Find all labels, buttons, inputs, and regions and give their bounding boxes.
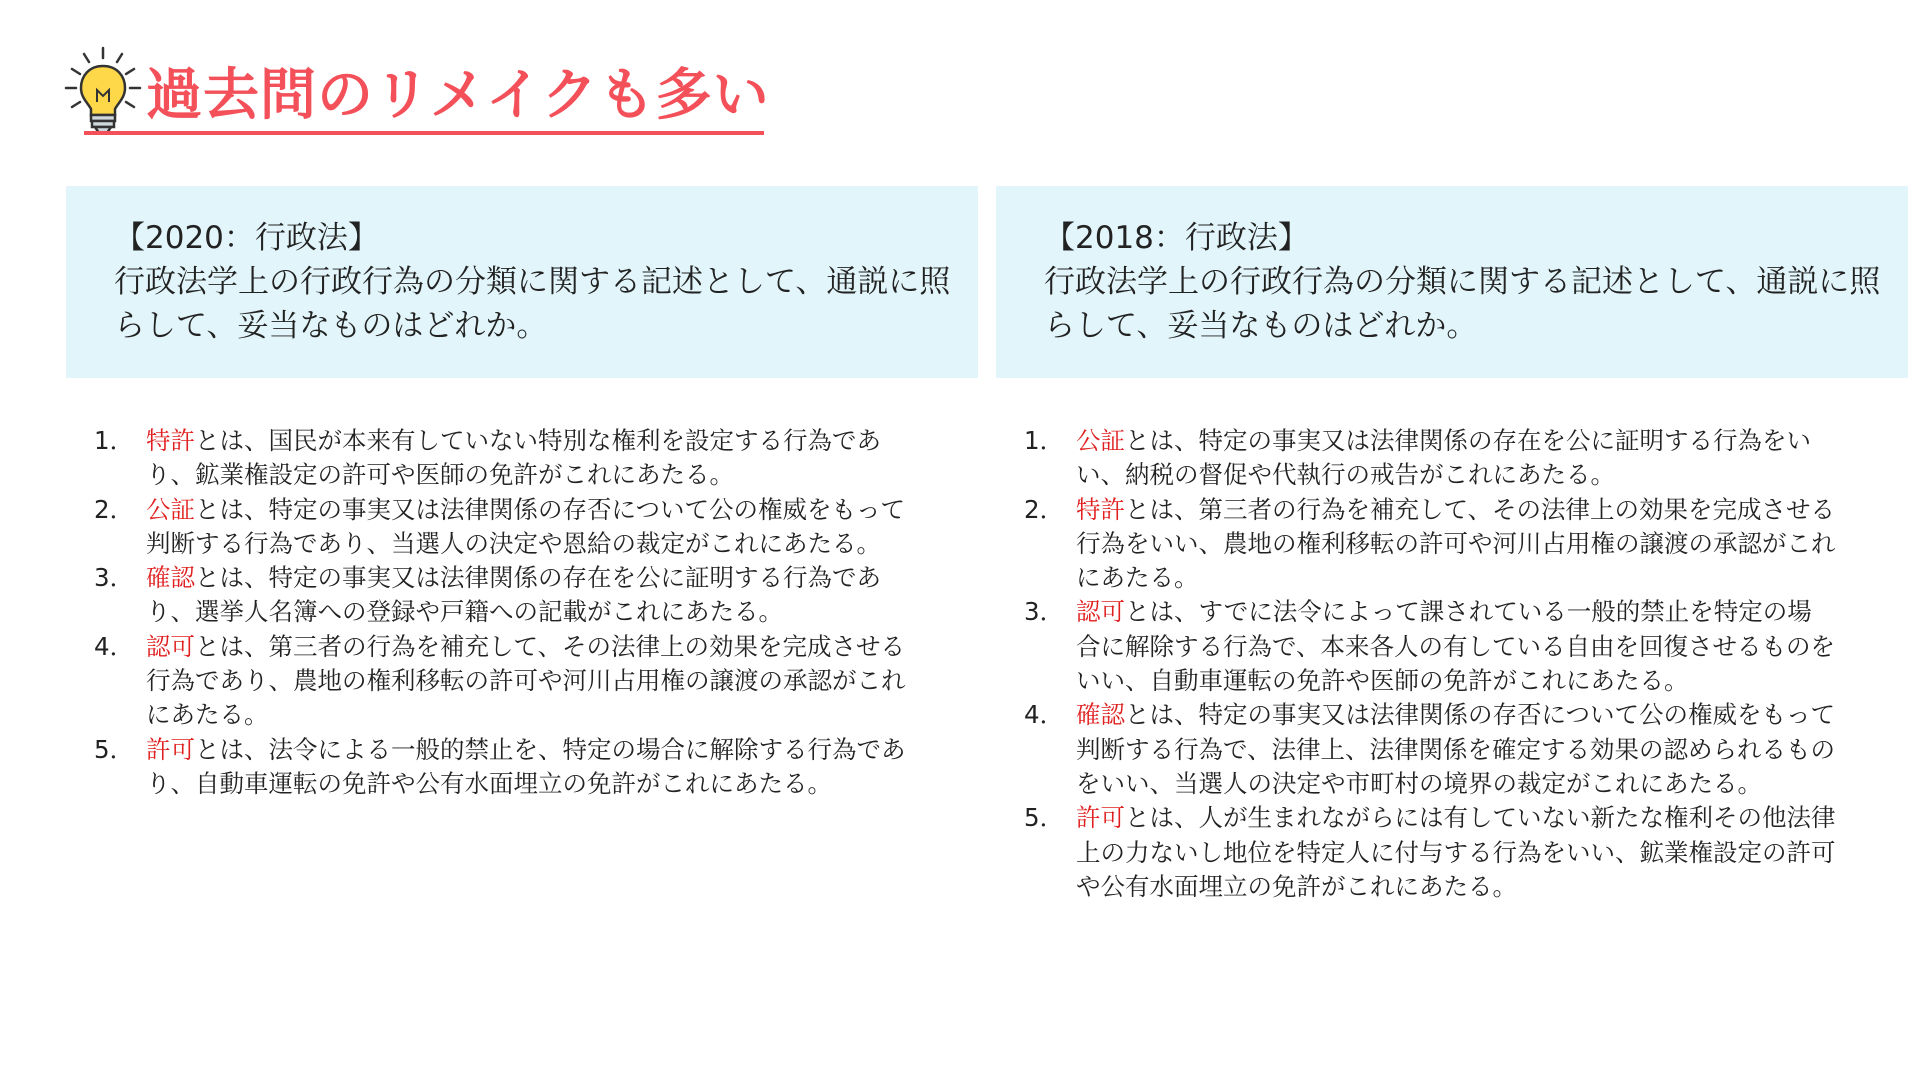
choice-text: とは、第三者の行為を補充して、その法律上の効果を完成させる行為をいい、農地の権利移転の許可や河川占用権の譲渡の承認がこれにあたる。 (1076, 494, 1836, 593)
right-question-text: 行政法学上の行政行為の分類に関する記述として、通説に照らして、妥当なものはどれか。 (1044, 264, 1881, 344)
choice-number: 1． (94, 426, 135, 455)
choice-text: とは、特定の事実又は法律関係の存否について公の権威をもって判断する行為で、法律上、法律関係を確定する効果の認められるものをいい、当選人の決定や市町村の境界の裁定がこれにあたる。 (1076, 700, 1836, 798)
choice-term: 確認 (1076, 700, 1125, 730)
choice-number: 3． (1024, 597, 1065, 627)
choice-text: とは、人が生まれながらには有していない新たな権利その他法律上の力ないし地位を特定人に付与する行為をいい、鉱業権設定の許可や公有水面埋立の免許がこれにあたる。 (1076, 803, 1836, 901)
choice-term: 公証 (1076, 426, 1125, 455)
choice-term: 特許 (1076, 494, 1125, 524)
choice-term: 確認 (146, 563, 195, 593)
left-choice-4 (66, 630, 906, 733)
title-text: 過去問のリメイクも多い (146, 63, 770, 128)
choice-number: 4． (1024, 700, 1065, 730)
choice-number: 2． (1024, 494, 1065, 524)
choice-text: とは、法令による一般的禁止を、特定の場合に解除する行為であり、自動車運転の免許や公有水面埋立の免許がこれにあたる。 (146, 734, 906, 798)
right-choice-2 (996, 493, 1836, 596)
lightbulb-icon (60, 42, 146, 142)
left-choice-1 (66, 424, 906, 493)
choice-text: とは、特定の事実又は法律関係の存在を公に証明する行為であり、選挙人名簿への登録や戸籍への記載がこれにあたる。 (146, 563, 881, 627)
slide-title (60, 42, 780, 142)
choice-text: とは、特定の事実又は法律関係の存在を公に証明する行為をいい、納税の督促や代執行の戒告がこれにあたる。 (1076, 426, 1811, 490)
choice-text: とは、国民が本来有していない特別な権利を設定する行為であり、鉱業権設定の許可や医師の免許がこれにあたる。 (146, 426, 881, 490)
choice-term: 許可 (1076, 803, 1125, 833)
left-choice-3 (66, 561, 906, 630)
choice-number: 5． (1024, 803, 1065, 833)
choice-term: 認可 (1076, 597, 1125, 627)
right-exam-year: 【2018：行政法】 (1044, 220, 1309, 256)
choice-number: 2． (94, 494, 135, 524)
right-choice-4 (996, 698, 1836, 801)
left-choice-5 (66, 733, 906, 802)
left-exam-year: 【2020：行政法】 (114, 220, 379, 256)
choice-number: 5． (94, 734, 135, 764)
choice-term: 許可 (146, 734, 195, 764)
right-choice-list (996, 424, 1908, 904)
right-choice-3 (996, 595, 1836, 698)
choice-text: とは、第三者の行為を補充して、その法律上の効果を完成させる行為であり、農地の権利移転の許可や河川占用権の譲渡の承認がこれにあたる。 (146, 631, 906, 730)
choice-number: 3． (94, 563, 135, 593)
choice-term: 公証 (146, 494, 195, 524)
choice-term: 特許 (146, 426, 195, 455)
choice-number: 1． (1024, 426, 1065, 455)
left-choice-2 (66, 493, 906, 562)
left-question-text: 行政法学上の行政行為の分類に関する記述として、通説に照らして、妥当なものはどれか。 (114, 264, 951, 344)
choice-number: 4． (94, 631, 135, 661)
left-question-box (66, 186, 978, 378)
left-choice-list (66, 424, 978, 801)
right-question-box (996, 186, 1908, 378)
choice-text: とは、特定の事実又は法律関係の存否について公の権威をもって判断する行為であり、当選人の決定や恩給の裁定がこれにあたる。 (146, 494, 906, 558)
title-underline (84, 131, 764, 135)
right-choice-5 (996, 801, 1836, 904)
choice-term: 認可 (146, 631, 195, 661)
choice-text: とは、すでに法令によって課されている一般的禁止を特定の場合に解除する行為で、本来各人の有している自由を回復させるものをいい、自動車運転の免許や医師の免許がこれにあたる。 (1076, 597, 1836, 696)
right-choice-1 (996, 424, 1836, 493)
